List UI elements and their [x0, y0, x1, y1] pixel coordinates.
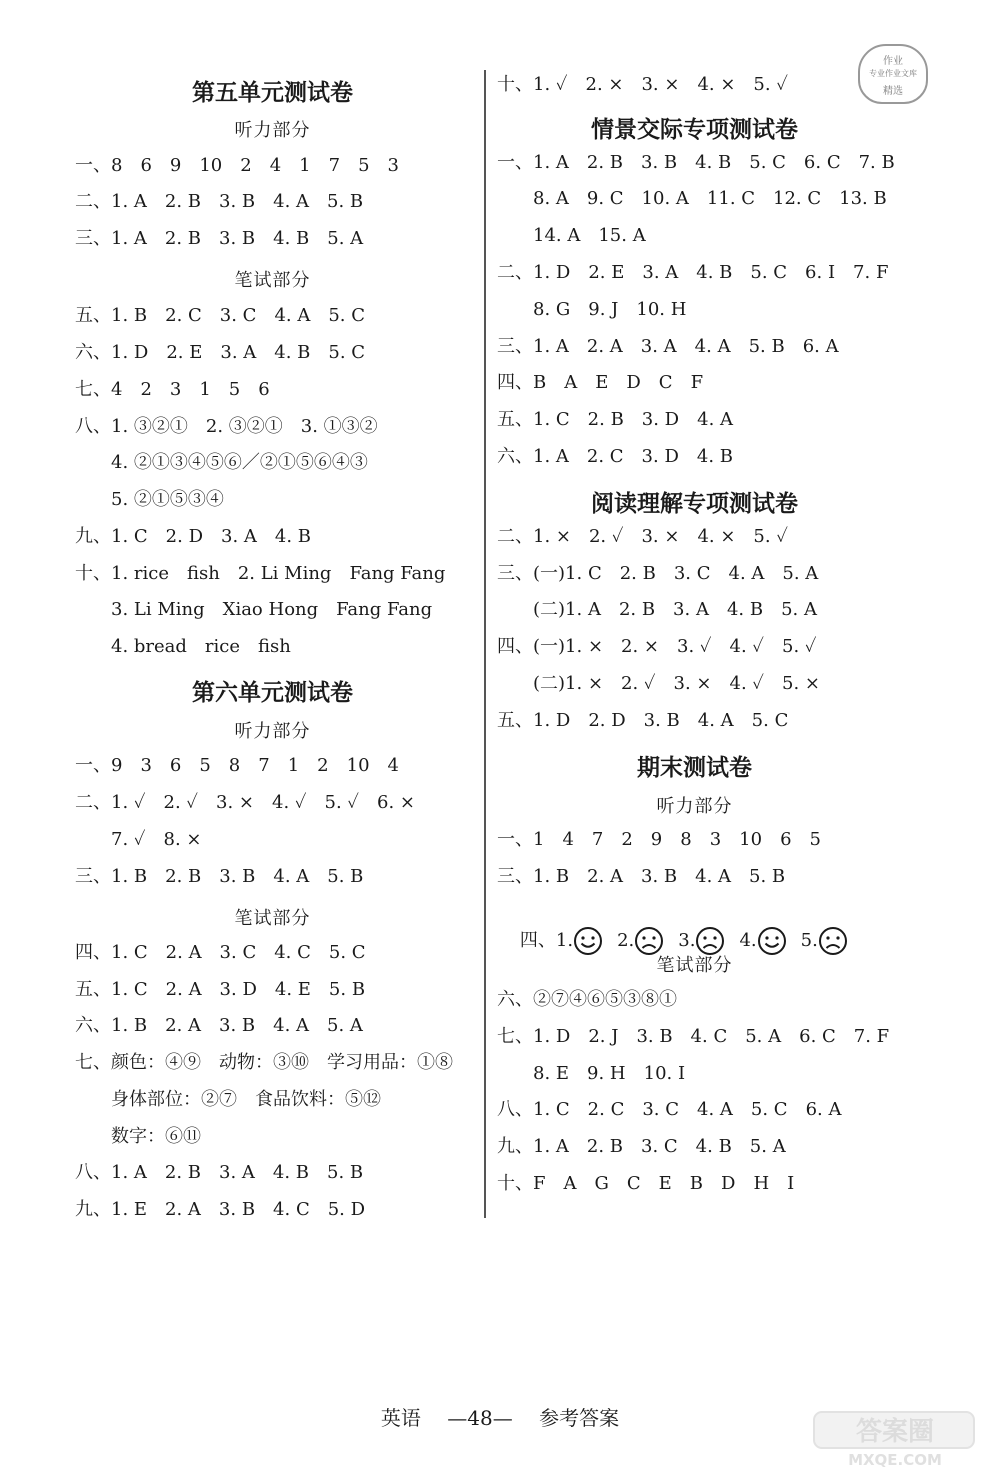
- answer-row: 五、1. D 2. D 3. B 4. A 5. C: [497, 710, 789, 731]
- watermark-text: MXQE.COM: [848, 1451, 942, 1468]
- answer-row: 七、4 2 3 1 5 6: [75, 379, 270, 400]
- answer-row: 六、1. A 2. C 3. D 4. B: [497, 446, 734, 467]
- faces-prefix: 四、: [519, 930, 556, 951]
- answer-row: 三、1. B 2. B 3. B 4. A 5. B: [75, 866, 364, 887]
- answer-row: 一、1. A 2. B 3. B 4. B 5. C 6. C 7. B: [497, 152, 895, 173]
- final-written-heading: 笔试部分: [656, 955, 733, 976]
- answer-row: 7. ✓ 8. ×: [75, 829, 202, 850]
- unit6-written-heading: 笔试部分: [234, 908, 311, 929]
- answer-row: 十、F A G C E B D H I: [497, 1173, 795, 1194]
- answer-row: 8. A 9. C 10. A 11. C 12. C 13. B: [497, 188, 887, 209]
- answer-row: 九、1. E 2. A 3. B 4. C 5. D: [75, 1199, 366, 1220]
- answer-row: 五、1. C 2. A 3. D 4. E 5. B: [75, 979, 366, 1000]
- final-exam-title: 期末测试卷: [637, 755, 752, 781]
- answer-row: 数字：⑥⑪: [75, 1126, 201, 1147]
- reading-title: 阅读理解专项测试卷: [591, 491, 798, 517]
- answer-row: 十、1. ✓ 2. × 3. × 4. × 5. ✓: [497, 74, 788, 95]
- answer-row: (二)1. A 2. B 3. A 4. B 5. A: [497, 599, 817, 620]
- stamp-line: 专业作业文库: [869, 69, 917, 78]
- svg-text:答案圈: 答案圈: [855, 1417, 935, 1447]
- watermark-logo: [810, 1410, 980, 1468]
- answer-row: 三、1. B 2. A 3. B 4. A 5. B: [497, 866, 786, 887]
- answer-row: 九、1. A 2. B 3. C 4. B 5. A: [497, 1136, 786, 1157]
- answer-row: 二、1. D 2. E 3. A 4. B 5. C 6. I 7. F: [497, 262, 889, 283]
- answer-row: 身体部位：②⑦ 食品饮料：⑤⑫: [75, 1089, 381, 1110]
- answer-row: 六、②⑦④⑥⑤③⑧①: [497, 989, 677, 1010]
- situational-title: 情景交际专项测试卷: [591, 117, 798, 143]
- answer-row: 一、1 4 7 2 9 8 3 10 6 5: [497, 829, 821, 850]
- answer-row: 二、1. ✓ 2. ✓ 3. × 4. ✓ 5. ✓ 6. ×: [75, 792, 415, 813]
- face-label: 2.: [617, 930, 635, 951]
- footer-subject: 英语: [380, 1406, 421, 1430]
- answer-row: 八、1. C 2. C 3. C 4. A 5. C 6. A: [497, 1099, 842, 1120]
- answer-row: 4. ②①③④⑤⑥／②①⑤⑥④③: [75, 452, 368, 473]
- answer-row: 四、1. C 2. A 3. C 4. C 5. C: [75, 942, 366, 963]
- unit5-written-heading: 笔试部分: [234, 270, 311, 291]
- stamp-line: 作业: [883, 56, 903, 67]
- answer-row: 六、1. B 2. A 3. B 4. A 5. A: [75, 1015, 363, 1036]
- answer-row: 八、1. ③②① 2. ③②① 3. ①③②: [75, 416, 378, 437]
- unit6-title: 第六单元测试卷: [192, 680, 353, 706]
- answer-row: (二)1. × 2. ✓ 3. × 4. ✓ 5. ×: [497, 673, 820, 694]
- answer-row: 九、1. C 2. D 3. A 4. B: [75, 526, 312, 547]
- footer-page-number: —48—: [447, 1406, 513, 1430]
- answer-row: 四、(一)1. × 2. × 3. ✓ 4. ✓ 5. ✓: [497, 636, 817, 657]
- answer-row: 二、1. A 2. B 3. B 4. A 5. B: [75, 191, 364, 212]
- face-label: 1.: [555, 930, 574, 951]
- answer-row: 十、1. rice fish 2. Li Ming Fang Fang: [75, 563, 446, 584]
- final-listening-heading: 听力部分: [656, 796, 733, 817]
- answer-row: 七、1. D 2. J 3. B 4. C 5. A 6. C 7. F: [497, 1026, 890, 1047]
- answer-row: 五、1. C 2. B 3. D 4. A: [497, 409, 734, 430]
- answer-row: 三、(一)1. C 2. B 3. C 4. A 5. A: [497, 563, 819, 584]
- answer-row: 8. E 9. H 10. I: [497, 1063, 686, 1084]
- stamp-line: 精选: [883, 86, 903, 97]
- column-divider: [484, 70, 486, 1218]
- footer-label: 参考答案: [539, 1406, 620, 1430]
- answer-row: 七、颜色：④⑨ 动物：③⑩ 学习用品：①⑧: [75, 1052, 453, 1073]
- answer-row: 六、1. D 2. E 3. A 4. B 5. C: [75, 342, 366, 363]
- answer-row: 5. ②①⑤③④: [75, 489, 224, 510]
- unit5-listening-heading: 听力部分: [234, 120, 311, 141]
- answer-row: 四、B A E D C F: [497, 372, 704, 393]
- unit6-listening-heading: 听力部分: [234, 721, 311, 742]
- corner-stamp: [858, 44, 928, 104]
- answer-row: 三、1. A 2. A 3. A 4. A 5. B 6. A: [497, 336, 839, 357]
- answer-row: 三、1. A 2. B 3. B 4. B 5. A: [75, 228, 364, 249]
- answer-row: 4. bread rice fish: [75, 636, 291, 657]
- face-label: 4.: [739, 930, 757, 951]
- answer-row: 二、1. × 2. ✓ 3. × 4. × 5. ✓: [497, 526, 788, 547]
- answer-row: 八、1. A 2. B 3. A 4. B 5. B: [75, 1162, 364, 1183]
- answer-row: 8. G 9. J 10. H: [497, 299, 687, 320]
- face-label: 5.: [800, 930, 818, 951]
- unit5-title: 第五单元测试卷: [192, 80, 353, 106]
- answer-row: 一、8 6 9 10 2 4 1 7 5 3: [75, 155, 399, 176]
- face-label: 3.: [678, 930, 696, 951]
- answer-row: 五、1. B 2. C 3. C 4. A 5. C: [75, 305, 366, 326]
- answer-row: 一、9 3 6 5 8 7 1 2 10 4: [75, 755, 399, 776]
- answer-row: 3. Li Ming Xiao Hong Fang Fang: [75, 599, 433, 620]
- answer-row: 14. A 15. A: [497, 225, 646, 246]
